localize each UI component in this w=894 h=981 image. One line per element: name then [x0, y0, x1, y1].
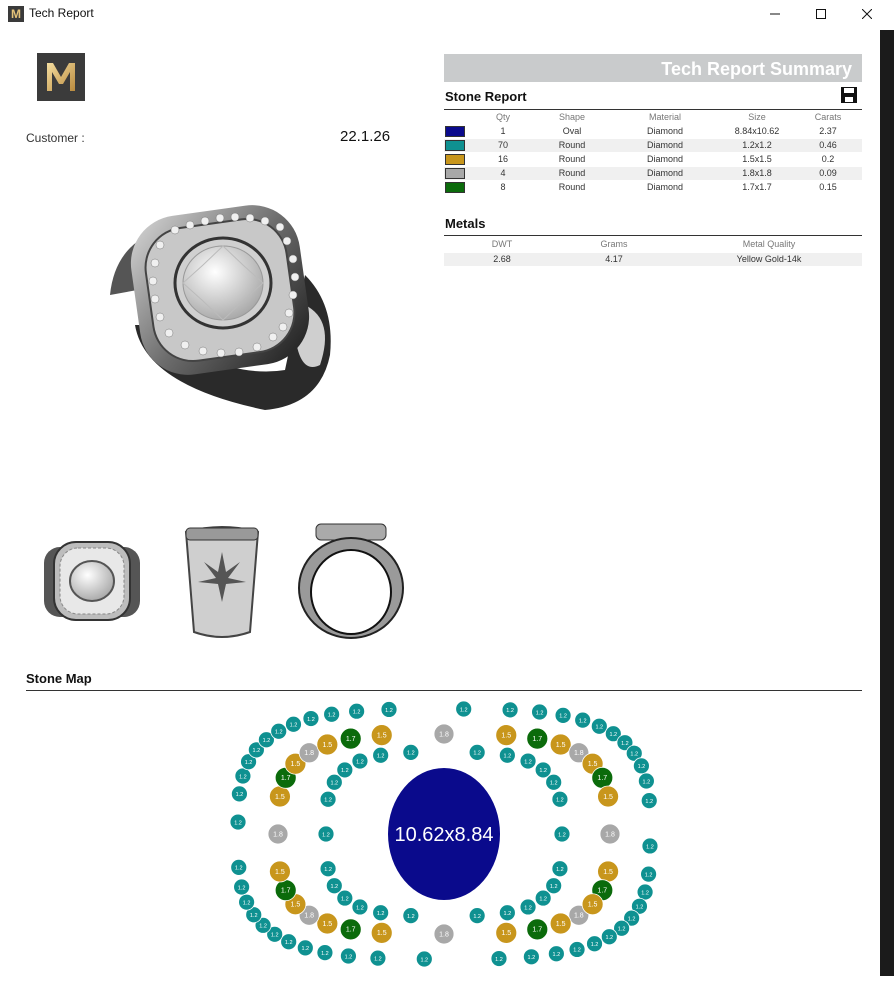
teal-stone [555, 707, 571, 723]
green-stone [340, 728, 361, 749]
svg-text:1.2: 1.2 [356, 905, 364, 912]
svg-text:1.2: 1.2 [330, 884, 339, 891]
svg-text:1.2: 1.2 [630, 751, 639, 758]
gold-stone [371, 922, 392, 943]
svg-text:1.5: 1.5 [555, 920, 566, 928]
teal-stone [532, 704, 548, 720]
color-swatch [445, 140, 465, 151]
svg-text:1.2: 1.2 [503, 753, 512, 760]
svg-text:1.7: 1.7 [597, 887, 608, 895]
svg-text:1.2: 1.2 [344, 954, 353, 961]
svg-text:1.5: 1.5 [603, 793, 613, 801]
gray-stone [600, 824, 620, 844]
svg-text:1.5: 1.5 [587, 761, 598, 769]
svg-text:1.2: 1.2 [506, 708, 514, 715]
svg-text:1.5: 1.5 [376, 930, 387, 938]
teal-stone [318, 826, 334, 842]
svg-text:1.8: 1.8 [573, 912, 584, 920]
gold-stone [598, 786, 619, 807]
window-title: Tech Report [29, 6, 94, 20]
svg-text:1.8: 1.8 [273, 831, 283, 839]
cell-size: 1.7x1.7 [742, 182, 772, 192]
ring-top-view-image [40, 522, 144, 632]
svg-text:1.2: 1.2 [552, 952, 561, 959]
cell-carats: 0.2 [821, 154, 835, 164]
teal-stone [591, 718, 607, 734]
teal-stone [271, 723, 287, 739]
teal-stone [456, 701, 472, 717]
teal-stone [641, 793, 657, 809]
svg-text:1.2: 1.2 [252, 748, 261, 755]
svg-text:1.2: 1.2 [459, 707, 468, 714]
color-swatch [445, 182, 465, 193]
teal-stone [317, 945, 333, 961]
svg-text:1.2: 1.2 [617, 926, 626, 933]
table-row [444, 167, 862, 180]
teal-stone [231, 859, 247, 875]
svg-text:1.2: 1.2 [322, 832, 330, 839]
teal-stone [234, 879, 250, 895]
teal-stone [320, 791, 336, 807]
stone-map-diagram [38, 700, 862, 976]
close-button[interactable] [844, 0, 890, 28]
teal-stone [469, 908, 485, 924]
teal-stone [320, 861, 336, 877]
teal-stone [352, 899, 368, 915]
teal-stone [469, 744, 485, 760]
svg-text:1.2: 1.2 [270, 932, 279, 939]
svg-text:1.7: 1.7 [532, 735, 543, 743]
svg-text:1.5: 1.5 [322, 741, 333, 749]
teal-stone [340, 948, 356, 964]
metals-title: Metals [445, 216, 486, 231]
svg-text:1.8: 1.8 [304, 750, 315, 758]
svg-text:1.2: 1.2 [340, 896, 349, 903]
svg-text:1.2: 1.2 [578, 718, 587, 725]
cell-size: 8.84x10.62 [734, 126, 780, 136]
svg-text:1.5: 1.5 [555, 741, 566, 749]
teal-stone [403, 908, 419, 924]
svg-text:1.2: 1.2 [327, 712, 336, 719]
cell-dwt: 2.68 [493, 254, 511, 264]
teal-stone [552, 791, 568, 807]
svg-text:1.7: 1.7 [280, 887, 291, 895]
green-stone [340, 919, 361, 940]
teal-stone [575, 712, 591, 728]
cell-qty: 1 [500, 126, 506, 136]
svg-text:1.2: 1.2 [641, 890, 649, 897]
svg-text:1.5: 1.5 [587, 901, 598, 909]
teal-stone [281, 934, 297, 950]
maximize-button[interactable] [798, 0, 844, 28]
col-qty: Qty [495, 112, 510, 122]
save-button[interactable] [840, 86, 858, 104]
teal-stone [546, 774, 562, 790]
teal-stone [230, 814, 246, 830]
svg-text:1.8: 1.8 [439, 731, 449, 739]
col-dwt: DWT [491, 239, 513, 249]
teal-stone [285, 716, 301, 732]
svg-text:1.2: 1.2 [374, 956, 382, 963]
green-stone [275, 880, 296, 901]
teal-stone [633, 758, 649, 774]
stone-report-title: Stone Report [445, 89, 527, 104]
svg-text:1.7: 1.7 [345, 926, 356, 934]
svg-text:1.2: 1.2 [307, 716, 315, 723]
teal-stone [569, 941, 585, 957]
svg-text:1.2: 1.2 [644, 872, 653, 879]
svg-text:1.7: 1.7 [532, 926, 543, 934]
svg-text:1.2: 1.2 [301, 946, 310, 953]
svg-text:1.7: 1.7 [597, 775, 608, 783]
col-carats: Carats [814, 112, 842, 122]
gold-stone [269, 861, 290, 882]
teal-stone [337, 762, 353, 778]
teal-stone [552, 861, 568, 877]
svg-text:1.2: 1.2 [321, 950, 329, 957]
svg-text:1.2: 1.2 [495, 956, 503, 963]
table-row [444, 153, 862, 166]
svg-text:1.2: 1.2 [527, 955, 536, 962]
svg-text:1.2: 1.2 [420, 957, 429, 964]
background-window-edge [880, 30, 894, 976]
col-size: Size [748, 112, 766, 122]
svg-text:1.2: 1.2 [262, 738, 271, 745]
teal-stone [239, 894, 255, 910]
col-material: Material [648, 112, 681, 122]
green-stone [527, 728, 548, 749]
svg-text:1.2: 1.2 [621, 740, 629, 747]
svg-text:1.5: 1.5 [275, 793, 285, 801]
teal-stone [548, 946, 564, 962]
table-row [444, 181, 862, 194]
gold-stone [582, 894, 603, 915]
svg-text:1.2: 1.2 [605, 935, 614, 942]
table-row [444, 125, 862, 138]
svg-text:1.2: 1.2 [559, 713, 567, 720]
brand-logo [37, 53, 85, 101]
svg-text:1.7: 1.7 [280, 775, 291, 783]
gold-stone [550, 734, 571, 755]
center-oval-label: 10.62x8.84 [394, 824, 494, 846]
svg-text:1.8: 1.8 [439, 931, 449, 939]
summary-title: Tech Report Summary [661, 59, 852, 79]
ring-side-view [180, 522, 264, 645]
svg-text:1.2: 1.2 [549, 780, 558, 787]
svg-text:1.2: 1.2 [539, 896, 548, 903]
cell-shape: Round [558, 154, 586, 164]
green-stone [527, 919, 548, 940]
teal-stone [587, 936, 603, 952]
svg-text:1.2: 1.2 [609, 732, 618, 739]
green-stone [592, 767, 613, 788]
svg-text:1.5: 1.5 [501, 732, 512, 740]
teal-stone [416, 951, 432, 967]
teal-stone [370, 950, 386, 966]
svg-text:1.2: 1.2 [289, 722, 298, 729]
svg-text:1.2: 1.2 [635, 904, 644, 911]
cell-size: 1.2x1.2 [742, 140, 772, 150]
gold-stone [371, 725, 392, 746]
teal-stone [491, 951, 507, 967]
cell-grams: 4.17 [605, 254, 623, 264]
svg-text:1.2: 1.2 [524, 905, 532, 912]
cell-qty: 4 [500, 168, 506, 178]
svg-text:1.2: 1.2 [235, 792, 244, 799]
stone-report-divider [444, 109, 862, 110]
color-swatch [445, 154, 465, 165]
gold-stone [317, 734, 338, 755]
svg-text:1.2: 1.2 [503, 911, 512, 918]
svg-text:1.2: 1.2 [244, 760, 253, 767]
svg-text:1.2: 1.2 [535, 710, 544, 717]
teal-stone [535, 890, 551, 906]
teal-stone [352, 753, 368, 769]
cell-material: Diamond [646, 168, 684, 178]
gold-stone [496, 922, 517, 943]
svg-text:1.2: 1.2 [539, 768, 548, 775]
svg-text:1.2: 1.2 [237, 885, 246, 892]
cell-qty: 8 [500, 182, 506, 192]
cell-size: 1.8x1.8 [742, 168, 772, 178]
teal-stone [601, 929, 617, 945]
svg-text:1.2: 1.2 [259, 923, 267, 930]
svg-text:1.2: 1.2 [324, 797, 332, 804]
teal-stone [324, 706, 340, 722]
teal-stone [297, 940, 313, 956]
ring-main-render [105, 205, 335, 420]
teal-stone [642, 838, 658, 854]
svg-text:1.2: 1.2 [385, 707, 393, 714]
col-shape: Shape [558, 112, 586, 122]
svg-text:1.2: 1.2 [573, 947, 581, 954]
svg-text:1.2: 1.2 [627, 916, 636, 923]
color-swatch [445, 126, 465, 137]
teal-stone [502, 702, 518, 718]
customer-value: 22.1.26 [340, 128, 391, 145]
table-row [444, 139, 862, 152]
center-oval-stone [388, 768, 500, 900]
gold-stone [598, 861, 619, 882]
teal-stone [235, 768, 251, 784]
cell-qty: 16 [497, 154, 508, 164]
minimize-button[interactable] [752, 0, 798, 28]
teal-stone [373, 905, 389, 921]
ring-render-image [105, 205, 335, 415]
metals-table-header [444, 238, 862, 251]
svg-text:1.5: 1.5 [603, 868, 613, 876]
svg-text:1.2: 1.2 [407, 750, 415, 757]
teal-stone [554, 826, 570, 842]
svg-text:1.2: 1.2 [274, 729, 283, 736]
m-logo-icon [37, 53, 85, 101]
cell-size: 1.5x1.5 [742, 154, 772, 164]
svg-text:1.2: 1.2 [549, 884, 558, 891]
svg-text:1.2: 1.2 [595, 724, 604, 731]
cell-material: Diamond [646, 126, 684, 136]
teal-stone [373, 747, 389, 763]
cell-carats: 0.46 [819, 140, 837, 150]
svg-text:1.5: 1.5 [322, 920, 333, 928]
cell-carats: 2.37 [819, 126, 837, 136]
color-swatch [445, 168, 465, 179]
svg-text:1.2: 1.2 [356, 759, 364, 766]
cell-carats: 0.09 [819, 168, 837, 178]
cell-metal-quality: Yellow Gold-14k [736, 254, 802, 264]
svg-text:1.2: 1.2 [242, 900, 251, 907]
summary-banner [444, 54, 862, 82]
svg-text:1.8: 1.8 [304, 912, 315, 920]
cell-shape: Round [558, 182, 586, 192]
cell-shape: Round [558, 168, 586, 178]
stone-map-divider [26, 690, 862, 691]
cell-carats: 0.15 [819, 182, 837, 192]
svg-text:1.5: 1.5 [275, 868, 285, 876]
teal-stone [638, 773, 654, 789]
minimize-icon [770, 9, 780, 19]
svg-text:1.2: 1.2 [558, 832, 566, 839]
svg-text:1.2: 1.2 [376, 753, 385, 760]
ring-front-view-image [296, 522, 406, 640]
svg-text:1.7: 1.7 [345, 735, 356, 743]
gray-stone [268, 824, 288, 844]
maximize-icon [816, 9, 826, 19]
teal-stone [499, 905, 515, 921]
gray-stone [434, 724, 454, 744]
teal-stone [326, 878, 342, 894]
table-row [444, 253, 862, 266]
teal-stone [499, 747, 515, 763]
svg-text:1.2: 1.2 [376, 911, 385, 918]
teal-stone [349, 703, 365, 719]
teal-stone [641, 866, 657, 882]
cell-qty: 70 [497, 140, 508, 150]
svg-text:1.5: 1.5 [290, 761, 301, 769]
stone-table-header [444, 111, 862, 124]
title-bar [0, 0, 894, 28]
col-metal-quality: Metal Quality [742, 239, 796, 249]
ring-top-view [40, 522, 144, 637]
svg-text:1.2: 1.2 [352, 709, 361, 716]
svg-text:1.2: 1.2 [642, 779, 651, 786]
svg-text:1.8: 1.8 [573, 750, 584, 758]
svg-text:1.2: 1.2 [340, 768, 349, 775]
stone-map [38, 700, 862, 976]
svg-text:1.2: 1.2 [407, 913, 415, 920]
teal-stone [303, 711, 319, 727]
app-logo-icon: M [8, 6, 24, 22]
svg-text:1.2: 1.2 [646, 844, 654, 851]
svg-text:1.2: 1.2 [234, 820, 242, 827]
gray-stone [434, 924, 454, 944]
metals-divider [444, 235, 862, 236]
gold-stone [269, 786, 290, 807]
svg-text:1.2: 1.2 [556, 867, 564, 874]
svg-text:1.2: 1.2 [473, 913, 481, 920]
svg-text:1.5: 1.5 [290, 901, 301, 909]
cell-shape: Oval [562, 126, 582, 136]
stone-map-title: Stone Map [26, 671, 92, 686]
svg-text:1.2: 1.2 [239, 774, 247, 781]
cell-material: Diamond [646, 154, 684, 164]
save-icon [840, 86, 858, 104]
svg-text:1.2: 1.2 [284, 940, 293, 947]
gold-stone [496, 725, 517, 746]
teal-stone [523, 949, 539, 965]
teal-stone [381, 701, 397, 717]
teal-stone [231, 786, 247, 802]
col-grams: Grams [600, 239, 628, 249]
teal-stone [637, 884, 653, 900]
svg-text:1.2: 1.2 [590, 942, 599, 949]
close-icon [862, 9, 872, 19]
svg-text:1.5: 1.5 [376, 732, 387, 740]
cell-material: Diamond [646, 182, 684, 192]
svg-text:1.2: 1.2 [473, 750, 481, 757]
gold-stone [317, 913, 338, 934]
ring-front-view [296, 522, 406, 645]
cell-material: Diamond [646, 140, 684, 150]
svg-text:1.2: 1.2 [330, 780, 339, 787]
teal-stone [403, 744, 419, 760]
svg-text:1.8: 1.8 [605, 831, 615, 839]
svg-text:1.2: 1.2 [249, 913, 258, 920]
teal-stone [520, 899, 536, 915]
svg-text:1.2: 1.2 [324, 867, 332, 874]
svg-text:1.2: 1.2 [556, 797, 564, 804]
svg-text:1.5: 1.5 [501, 930, 512, 938]
teal-stone [520, 753, 536, 769]
ring-side-view-image [180, 522, 264, 640]
svg-text:1.2: 1.2 [645, 798, 654, 805]
cell-shape: Round [558, 140, 586, 150]
customer-label: Customer : [26, 131, 85, 145]
svg-text:1.2: 1.2 [524, 759, 532, 766]
svg-text:1.2: 1.2 [637, 764, 646, 771]
gray-stone [299, 743, 319, 763]
svg-text:1.2: 1.2 [234, 865, 243, 872]
gold-stone [550, 913, 571, 934]
